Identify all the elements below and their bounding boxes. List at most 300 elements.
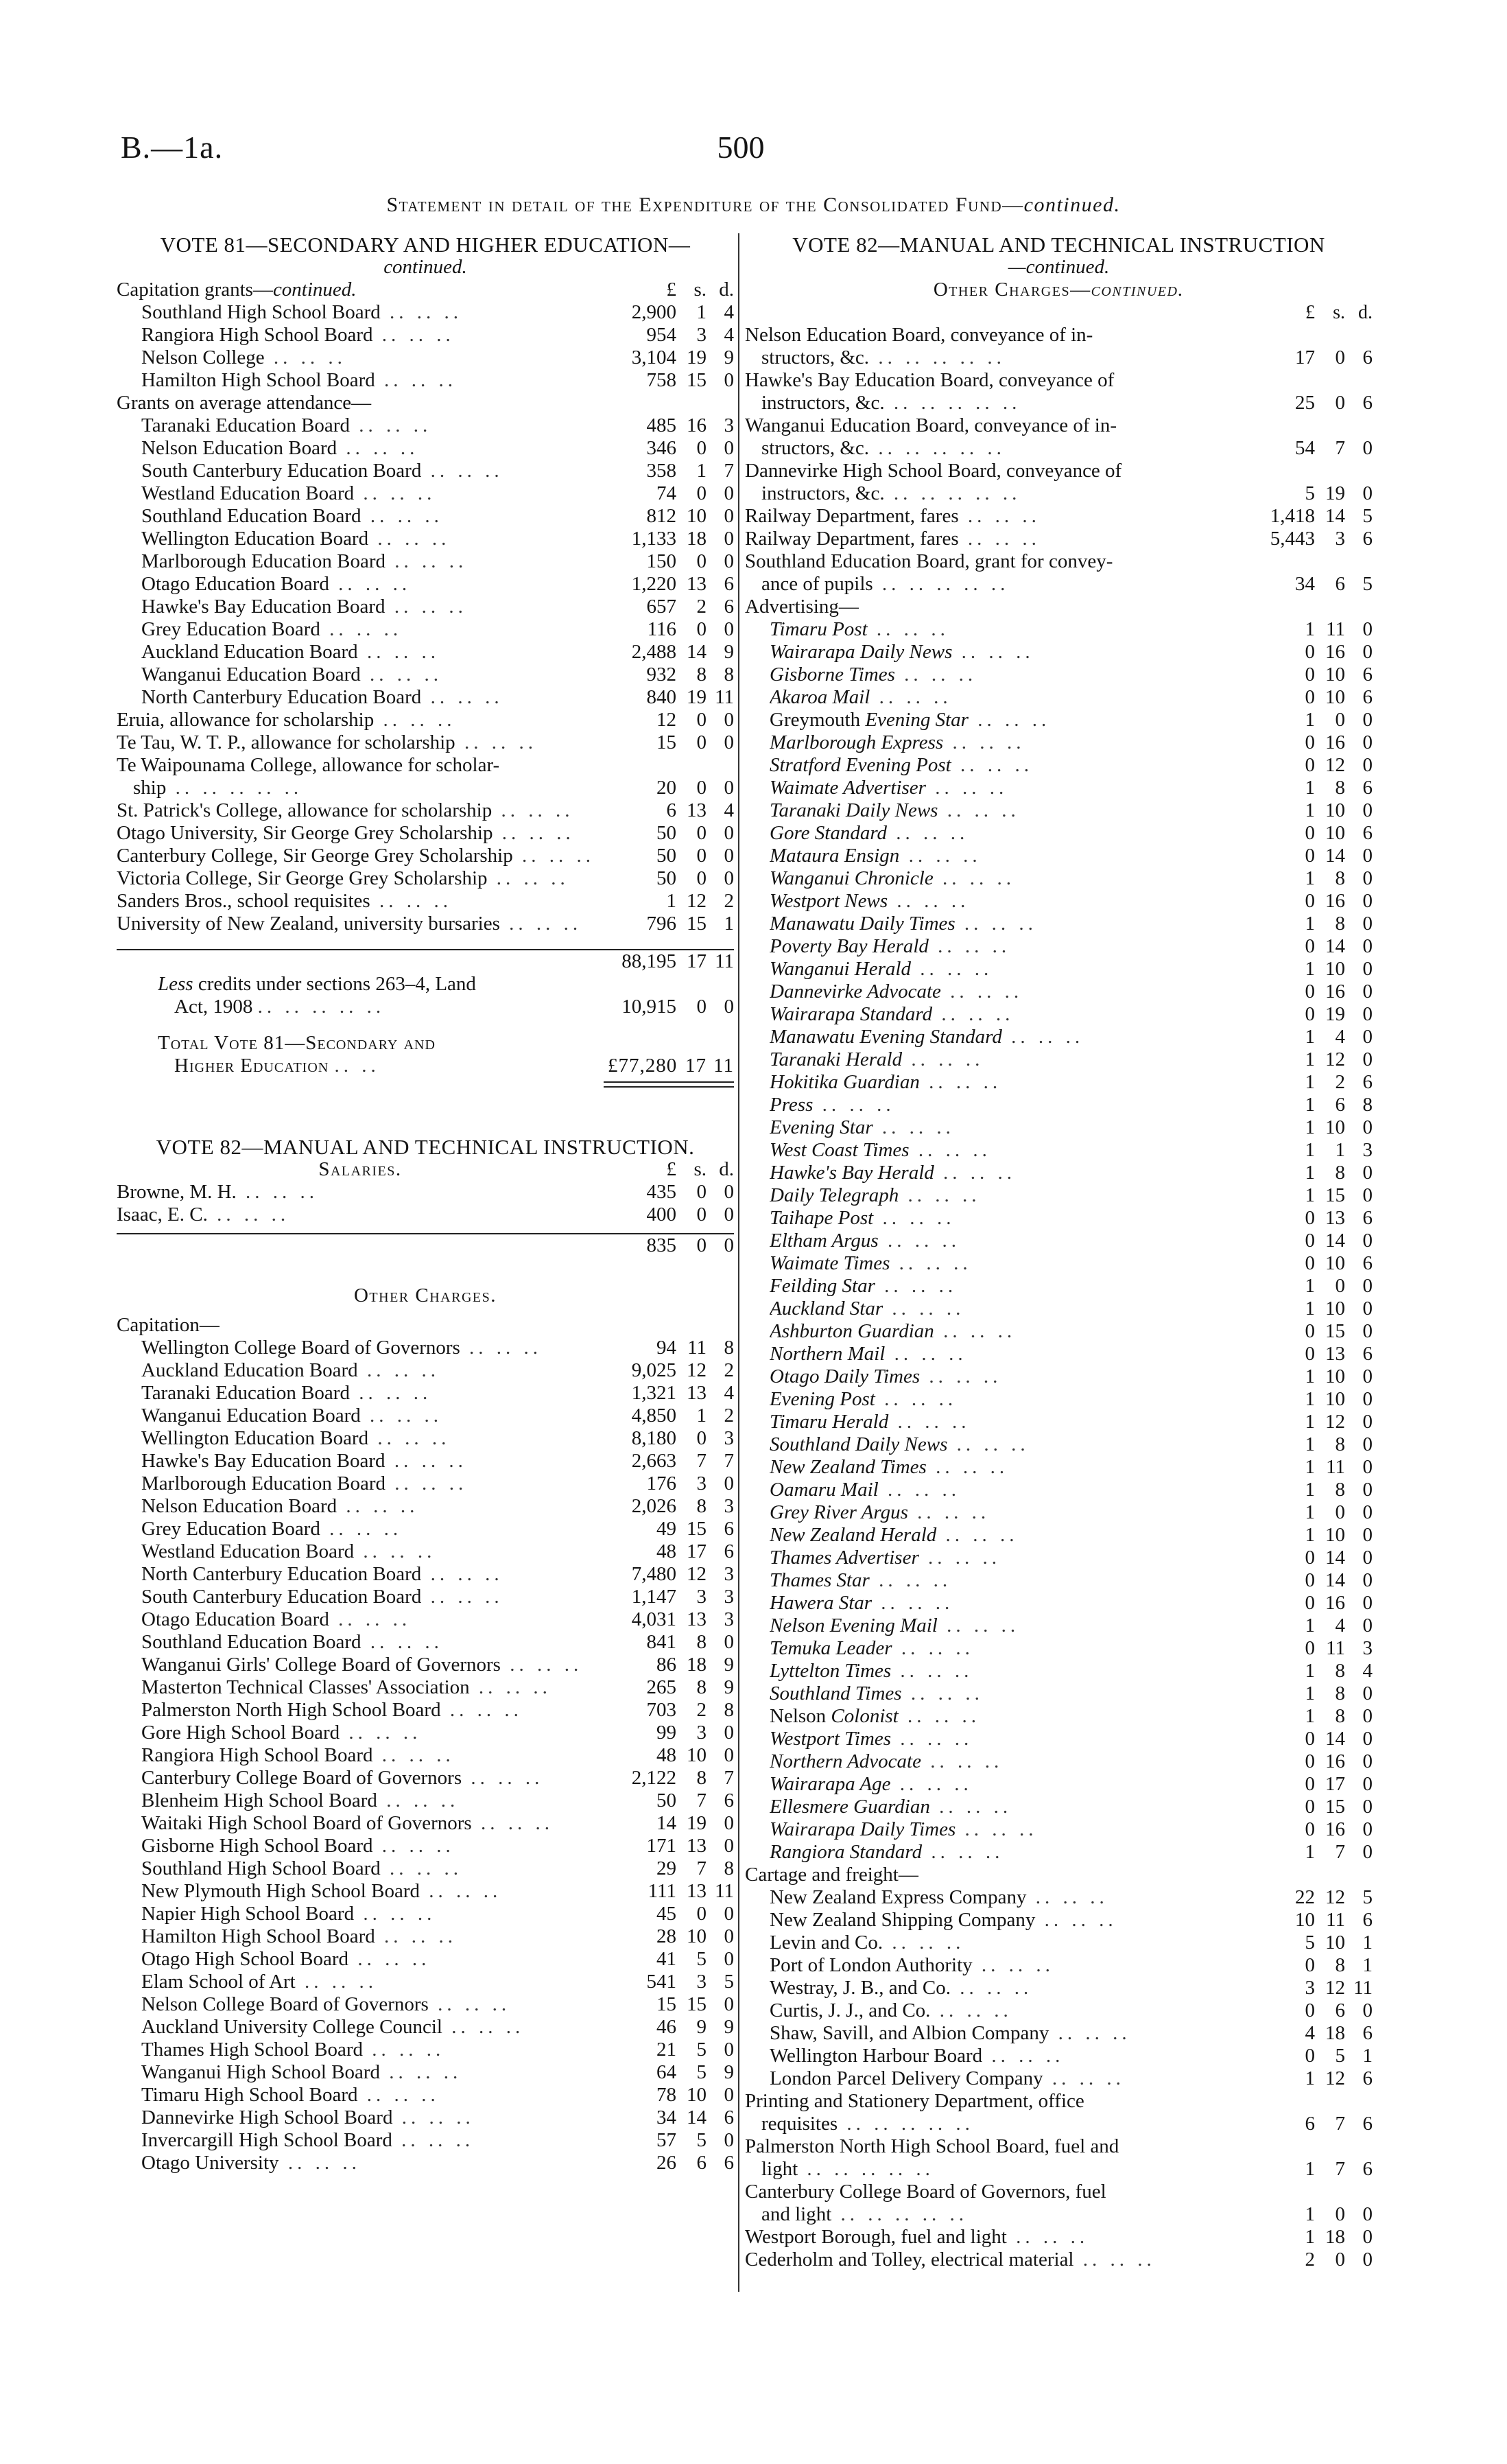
conveyance-list-row <box>745 369 1373 392</box>
shillings-value: 0 <box>696 777 707 799</box>
pounds-value: 265 <box>646 1676 676 1698</box>
parliamentary-paper-reference: B.—1a. <box>121 130 224 165</box>
capitation-grants-label: Capitation grants— <box>117 279 273 301</box>
capitation-list-row: Nelson College Board of Governors .. .. .. 15 15 0 <box>141 1993 734 2015</box>
shillings-value: 5 <box>696 2129 707 2151</box>
amount <box>1242 1139 1373 1162</box>
advertising-list-row: Hawera Star .. .. .. 0 16 0 <box>770 1592 1373 1614</box>
item-name: Wellington Education Board <box>141 1427 369 1449</box>
pounds-value: 1 <box>1305 1411 1315 1433</box>
amount <box>1242 1569 1373 1592</box>
advertising-list-row: Manawatu Daily Times .. .. .. 1 8 0 <box>770 913 1373 935</box>
shillings-value: 14 <box>1325 1230 1345 1252</box>
pence-value: 0 <box>1362 913 1373 935</box>
pounds-value: 0 <box>1305 664 1315 685</box>
amount <box>1242 822 1373 845</box>
shillings-value: 0 <box>1335 347 1345 368</box>
advertising-list-row: Taranaki Daily News .. .. .. 1 10 0 <box>770 799 1373 821</box>
item-name: Napier High School Board <box>141 1903 355 1925</box>
pence-value: 6 <box>1362 1252 1373 1274</box>
capitation-list-row: Wellington Education Board .. .. .. 8,180 0 3 <box>141 1427 734 1449</box>
pounds-value: 0 <box>1305 1818 1315 1840</box>
item-name: Otago University <box>141 2152 279 2174</box>
pounds-value: 1 <box>1305 1660 1315 1682</box>
attendance-grants-list <box>117 414 734 709</box>
advertising-list-row: Temuka Leader .. .. .. 0 11 3 <box>770 1637 1373 1659</box>
pounds-value: 0 <box>1305 1569 1315 1591</box>
shillings-value: 0 <box>696 731 707 753</box>
amount <box>604 2084 734 2107</box>
shillings-value: 13 <box>1325 1343 1345 1365</box>
pounds-value: 400 <box>646 1204 676 1225</box>
amount <box>604 2129 734 2152</box>
item-name: Hokitika Guardian <box>770 1071 920 1093</box>
item-name: New Zealand Herald <box>770 1524 937 1546</box>
capitation-list-row: North Canterbury Education Board .. .. .. 7,480 12 3 <box>141 1563 734 1585</box>
amount <box>1242 392 1373 414</box>
pence-value: 6 <box>1362 1343 1373 1365</box>
amount <box>604 686 734 709</box>
shillings-value: 19 <box>687 1812 707 1834</box>
shillings-value: 11 <box>1326 1456 1345 1478</box>
conveyance-list-row <box>745 324 1373 347</box>
shillings-value: 3 <box>696 1586 707 1608</box>
pounds-value: 50 <box>656 822 676 844</box>
amount <box>1242 1116 1373 1139</box>
amount <box>604 1903 734 1925</box>
shillings-value: 16 <box>1325 731 1345 753</box>
attendance-grants-list-row: Nelson Education Board .. .. .. 346 0 0 <box>141 437 734 459</box>
amount <box>1242 437 1373 460</box>
pounds-value: 1 <box>1305 1456 1315 1478</box>
shillings-value: 0 <box>696 618 707 640</box>
amount <box>604 2152 734 2174</box>
item-name: Hawke's Bay Herald <box>770 1162 934 1184</box>
pounds-value: 1 <box>1305 1841 1315 1863</box>
amount <box>1242 1524 1373 1547</box>
amount <box>1242 1094 1373 1116</box>
pence-value: 0 <box>1362 709 1373 731</box>
shillings-value: 0 <box>1335 2249 1345 2271</box>
pence-value: 0 <box>724 1204 734 1225</box>
conveyance-list-row-cont: instructors, &c. .. .. .. .. .. 25 0 6 <box>745 392 1373 414</box>
amount <box>604 1722 734 1744</box>
amount <box>1242 1184 1373 1207</box>
shillings-value: 2 <box>696 596 707 618</box>
pounds-value: 0 <box>1305 1003 1315 1025</box>
amount <box>604 2016 734 2039</box>
amount <box>604 1744 734 1767</box>
shillings-value: 12 <box>1325 1048 1345 1070</box>
item-name: Victoria College, Sir George Grey Scholarship <box>117 867 488 889</box>
shillings-value: 12 <box>687 890 707 912</box>
scholarships-list-row: Victoria College, Sir George Grey Scholarship .. .. .. 50 0 0 <box>117 867 734 889</box>
item-name: Palmerston North High School Board, fuel and <box>745 2135 1119 2157</box>
item-name: Nelson Education Board, conveyance of in- <box>745 324 1093 346</box>
pence-value: 0 <box>724 1948 734 1970</box>
pence-value: 7 <box>724 460 734 482</box>
advertising-list-row: Thames Advertiser .. .. .. 0 14 0 <box>770 1547 1373 1569</box>
shillings-value: 10 <box>1325 822 1345 844</box>
capitation-list-row: Invercargill High School Board .. .. .. 57 5 0 <box>141 2129 734 2151</box>
railway-list-row: Railway Department, fares .. .. .. 5,443 3 6 <box>745 528 1373 550</box>
item-name: Hawera Star <box>770 1592 873 1614</box>
shillings-value: 2 <box>696 1699 707 1721</box>
final-charges-list-row <box>745 2181 1373 2203</box>
cartage-list-row: London Parcel Delivery Company .. .. .. 1 12 6 <box>770 2067 1373 2089</box>
amount <box>1242 482 1373 505</box>
pence-value: 0 <box>724 709 734 731</box>
amount <box>604 1857 734 1880</box>
pence-value: 7 <box>724 1767 734 1789</box>
capitation-list <box>117 1337 734 2174</box>
attendance-grants-list-row: Auckland Education Board .. .. .. 2,488 14 9 <box>141 641 734 663</box>
shillings-value: 0 <box>1335 1501 1345 1523</box>
pence-value: 3 <box>724 1563 734 1585</box>
shillings-value: 8 <box>1335 1479 1345 1501</box>
southland-grant-row-cont: ance of pupils .. .. .. .. .. 34 6 5 <box>745 573 1373 596</box>
shillings-value: 0 <box>696 1903 707 1925</box>
pounds-value: 34 <box>656 2107 676 2128</box>
pounds-value: 1 <box>1305 913 1315 935</box>
amount <box>1242 618 1373 641</box>
amount <box>1242 981 1373 1003</box>
pence-value: 3 <box>724 414 734 436</box>
pounds-value: 0 <box>1305 890 1315 912</box>
shillings-value: 10 <box>1325 1524 1345 1546</box>
shillings-value: 8 <box>1335 1433 1345 1455</box>
amount <box>604 618 734 641</box>
shillings-value: 8 <box>1335 777 1345 799</box>
pence-value: 0 <box>724 1181 734 1203</box>
advertising-list-row: Press .. .. .. 1 6 8 <box>770 1094 1373 1116</box>
shillings-value: 13 <box>687 799 707 821</box>
pence-value: 1 <box>1362 1954 1373 1976</box>
item-name: Port of London Authority <box>770 1954 973 1976</box>
item-name: Southland High School Board <box>141 301 381 323</box>
item-name-cont: light <box>761 2158 798 2180</box>
advertising-list-row: Southland Times .. .. .. 1 8 0 <box>770 1682 1373 1704</box>
advertising-list-row: Wanganui Chronicle .. .. .. 1 8 0 <box>770 867 1373 889</box>
shillings-value: 0 <box>696 550 707 572</box>
currency-units-header: £ s. d. <box>666 279 734 301</box>
item-name: Eltham Argus <box>770 1230 879 1252</box>
item-name: Wanganui Education Board, conveyance of in- <box>745 414 1117 436</box>
shillings-value: 0 <box>696 1204 707 1225</box>
amount <box>604 347 734 369</box>
pounds-value: 49 <box>656 1518 676 1540</box>
shillings-value: 12 <box>1325 2067 1345 2089</box>
pence-value: 0 <box>1362 1796 1373 1818</box>
shillings-value: 5 <box>696 2039 707 2061</box>
item-name: Levin and Co. <box>770 1932 883 1953</box>
capitation-list-row: Gore High School Board .. .. .. 99 3 0 <box>141 1722 734 1744</box>
amount <box>604 1382 734 1405</box>
advertising-list-row: Nelson Evening Mail .. .. .. 1 4 0 <box>770 1615 1373 1636</box>
shillings-value: 8 <box>1335 1954 1345 1976</box>
pounds-value: 5,443 <box>1270 528 1315 550</box>
pence-value: 0 <box>1362 2203 1373 2225</box>
pounds-value: 3 <box>1305 1977 1315 1999</box>
pounds-value: 0 <box>1305 845 1315 867</box>
pence-value: 6 <box>1362 528 1373 550</box>
amount <box>1242 1592 1373 1615</box>
amount <box>604 596 734 618</box>
pounds-value: 116 <box>647 618 676 640</box>
item-name: Waimate Advertiser <box>770 777 926 799</box>
pence-value: 0 <box>724 1744 734 1766</box>
pence-value: 0 <box>724 618 734 640</box>
double-rule <box>604 1081 734 1088</box>
pence-value: 6 <box>724 596 734 618</box>
attendance-grants-list-row: North Canterbury Education Board .. .. .. 840 19 11 <box>141 686 734 708</box>
capitation-list-row: Hawke's Bay Education Board .. .. .. 2,663 7 7 <box>141 1450 734 1472</box>
scholarships-list-row: Sanders Bros., school requisites .. .. .. 1 12 2 <box>117 890 734 912</box>
item-name: West Coast Times <box>770 1139 910 1161</box>
pounds-value: 1 <box>1305 1048 1315 1070</box>
item-name-cont: structors, &c. <box>761 437 870 459</box>
scholarships-list-row <box>117 754 734 777</box>
amount <box>1242 1932 1373 1954</box>
other-charges-heading-continued: Other Charges—continued. <box>933 279 1185 301</box>
amount <box>1242 1615 1373 1637</box>
item-name: Railway Department, fares <box>745 505 959 527</box>
amount <box>604 1518 734 1540</box>
capitation-list-row: Blenheim High School Board .. .. .. 50 7 6 <box>141 1790 734 1811</box>
pence-value: 6 <box>1362 1207 1373 1229</box>
shillings-value: 8 <box>1335 1705 1345 1727</box>
pence-value: 4 <box>724 324 734 346</box>
pence-value: 0 <box>724 2039 734 2061</box>
pounds-value: 74 <box>656 482 676 504</box>
item-name-italic: Evening Star <box>865 709 969 731</box>
pence-value: 5 <box>724 1971 734 1993</box>
advertising-label: Advertising— <box>745 596 859 618</box>
pounds-value: 12 <box>656 709 676 731</box>
item-name: Otago High School Board <box>141 1948 349 1970</box>
pence-value: 7 <box>724 1450 734 1472</box>
item-name: Otago Education Board <box>141 1608 329 1630</box>
capitation-list-row: Otago Education Board .. .. .. 4,031 13 3 <box>141 1608 734 1630</box>
shillings-value: 7 <box>1335 1841 1345 1863</box>
item-name: Westport Times <box>770 1728 891 1750</box>
pence-value: 4 <box>724 1382 734 1404</box>
item-name-cont: and light <box>761 2203 832 2225</box>
amount <box>604 301 734 324</box>
shillings-value: 0 <box>696 822 707 844</box>
item-name: Grey Education Board <box>141 1518 320 1540</box>
capitation-list-row: Timaru High School Board .. .. .. 78 10 0 <box>141 2084 734 2106</box>
cartage-list-row: Curtis, J. J., and Co. .. .. .. 0 6 0 <box>770 1999 1373 2021</box>
pence-value: 0 <box>1362 1184 1373 1206</box>
pounds-value: 5 <box>1305 1932 1315 1953</box>
pounds-value: 1 <box>1305 1071 1315 1093</box>
amount <box>604 1835 734 1857</box>
amount <box>604 1427 734 1450</box>
amount <box>604 482 734 505</box>
item-name: Oamaru Mail <box>770 1479 879 1501</box>
advertising-list-row: Oamaru Mail .. .. .. 1 8 0 <box>770 1479 1373 1501</box>
shillings-value: 1 <box>696 1405 707 1427</box>
pence-value: 0 <box>724 777 734 799</box>
shillings-value: 8 <box>1335 913 1345 935</box>
amount <box>604 1181 734 1204</box>
pounds-value: 1,147 <box>631 1586 676 1608</box>
pounds-value: 0 <box>1305 1207 1315 1229</box>
item-name: Hawke's Bay Education Board <box>141 596 385 618</box>
shillings-value: 0 <box>696 1181 707 1203</box>
pounds-value: 0 <box>1305 1320 1315 1342</box>
capitation-list-row: Dannevirke High School Board .. .. .. 34 14 6 <box>141 2107 734 2128</box>
scholarships-list-row: St. Patrick's College, allowance for scholarship .. .. .. 6 13 4 <box>117 799 734 821</box>
item-name: Nelson College Board of Governors <box>141 1993 429 2015</box>
advertising-list-row: Wairarapa Daily Times .. .. .. 0 16 0 <box>770 1818 1373 1840</box>
advertising-list-row: Gisborne Times .. .. .. 0 10 6 <box>770 664 1373 685</box>
pence-value: 0 <box>724 482 734 504</box>
amount <box>604 1405 734 1427</box>
item-name: Auckland Education Board <box>141 1359 358 1381</box>
shillings-value: 6 <box>1335 1094 1345 1116</box>
amount <box>604 913 734 935</box>
pence-value: 8 <box>724 1699 734 1721</box>
shillings-value: 3 <box>696 1472 707 1494</box>
shillings-value: 0 <box>696 482 707 504</box>
shillings-value: 13 <box>1325 1207 1345 1229</box>
shillings-value: 6 <box>696 2152 707 2174</box>
capitation-list-row: Wanganui Education Board .. .. .. 4,850 1 2 <box>141 1405 734 1427</box>
item-name: Manawatu Evening Standard <box>770 1026 1002 1048</box>
amount <box>604 1790 734 1812</box>
vote-81-continued: continued. <box>383 256 467 278</box>
pence-value: 0 <box>724 2084 734 2106</box>
pounds-value: 7,480 <box>631 1563 676 1585</box>
pounds-value: 0 <box>1305 1999 1315 2021</box>
advertising-list-row: Northern Advocate .. .. .. 0 16 0 <box>770 1750 1373 1772</box>
advertising-list-row: Waimate Times .. .. .. 0 10 6 <box>770 1252 1373 1274</box>
item-name-italic: Colonist <box>831 1705 899 1727</box>
advertising-list-row: Daily Telegraph .. .. .. 1 15 0 <box>770 1184 1373 1206</box>
capitation-list-row: Grey Education Board .. .. .. 49 15 6 <box>141 1518 734 1540</box>
pounds-value: 541 <box>646 1971 676 1993</box>
pence-value: 6 <box>1362 1909 1373 1931</box>
item-name: Grey River Argus <box>770 1501 908 1523</box>
item-name: Nelson College <box>141 347 265 368</box>
pounds-value: 1 <box>1305 2203 1315 2225</box>
pounds-value: 758 <box>646 369 676 391</box>
item-name: Otago Daily Times <box>770 1365 921 1387</box>
item-name: St. Patrick's College, allowance for scholarship <box>117 799 493 821</box>
pence-value: 0 <box>724 2129 734 2151</box>
amount <box>604 505 734 528</box>
shillings-value: 11 <box>1326 618 1345 640</box>
pounds-value: 0 <box>1305 1954 1315 1976</box>
pence-value: 0 <box>1362 981 1373 1002</box>
cartage-label: Cartage and freight— <box>745 1864 918 1886</box>
shillings-value: 8 <box>696 664 707 685</box>
item-name: Taranaki Herald <box>770 1048 903 1070</box>
item-name: New Zealand Shipping Company <box>770 1909 1036 1931</box>
pounds-value: 0 <box>1305 1773 1315 1795</box>
capitation-list-row: Auckland University College Council .. .. .. 46 9 9 <box>141 2016 734 2038</box>
amount <box>1242 890 1373 913</box>
pounds-value: 22 <box>1295 1886 1315 1908</box>
pence-value: 0 <box>724 1722 734 1744</box>
statement-title-continued: continued. <box>1023 193 1121 216</box>
amount <box>604 1586 734 1608</box>
pounds-value: 20 <box>656 777 676 799</box>
item-name: Taranaki Education Board <box>141 1382 350 1404</box>
amount <box>1242 1705 1373 1728</box>
pence-value: 0 <box>1362 618 1373 640</box>
amount <box>604 1540 734 1563</box>
pounds-value: 1 <box>1305 1615 1315 1636</box>
capitation-list-row: Palmerston North High School Board .. .. .. 703 2 8 <box>141 1699 734 1721</box>
pounds-value: 0 <box>1305 981 1315 1002</box>
item-name: Dannevirke Advocate <box>770 981 941 1002</box>
pence-value: 0 <box>1362 437 1373 459</box>
pounds-value: 111 <box>648 1880 676 1902</box>
item-name-cont: ance of pupils <box>761 573 873 595</box>
vote-82-heading-continued: VOTE 82—MANUAL AND TECHNICAL INSTRUCTION <box>792 233 1325 257</box>
attendance-grants-list-row: South Canterbury Education Board .. .. .. 358 1 7 <box>141 460 734 482</box>
capitation-list-row: Otago University .. .. .. 26 6 6 <box>141 2152 734 2174</box>
item-name: Palmerston North High School Board <box>141 1699 441 1721</box>
pounds-value: 50 <box>656 1790 676 1811</box>
shillings-value: 0 <box>1335 2203 1345 2225</box>
amount <box>1242 1637 1373 1660</box>
item-name: University of New Zealand, university bursaries <box>117 913 500 935</box>
pounds-value: 8,180 <box>631 1427 676 1449</box>
pence-value: 0 <box>1362 1547 1373 1569</box>
advertising-list-row: Westport News .. .. .. 0 16 0 <box>770 890 1373 912</box>
shillings-value: 7 <box>1335 437 1345 459</box>
scholarships-list-row-cont: ship .. .. .. .. .. 20 0 0 <box>117 777 734 799</box>
pounds-value: 1 <box>1305 1682 1315 1704</box>
amount <box>1242 2067 1373 2090</box>
final-charges-list-row-cont: requisites .. .. .. .. .. 6 7 6 <box>745 2113 1373 2135</box>
pence-value: 0 <box>1362 1298 1373 1319</box>
pence-value: 0 <box>724 1903 734 1925</box>
item-name: Northern Mail <box>770 1343 886 1365</box>
shillings-value: 6 <box>1335 573 1345 595</box>
shillings-value: 3 <box>1335 528 1345 550</box>
item-name: Printing and Stationery Department, office <box>745 2090 1084 2112</box>
item-name: Marlborough Education Board <box>141 1472 385 1494</box>
shillings-value: 8 <box>696 1631 707 1653</box>
item-name: Grey Education Board <box>141 618 320 640</box>
pounds-value: 0 <box>1305 1637 1315 1659</box>
item-name: Canterbury College Board of Governors, fuel <box>745 2181 1106 2203</box>
item-name: Curtis, J. J., and Co. <box>770 1999 931 2021</box>
right-column <box>745 233 1373 2271</box>
pence-value: 9 <box>724 641 734 663</box>
less-credits-row-2: Act, 1908 .. .. .. .. .. 10,915 0 0 <box>174 996 734 1018</box>
amount <box>1242 777 1373 799</box>
amount <box>604 414 734 437</box>
item-name: Eruia, allowance for scholarship <box>117 709 375 731</box>
vote-81-heading: VOTE 81—SECONDARY AND HIGHER EDUCATION— <box>160 233 691 257</box>
capitation-list-row: Otago High School Board .. .. .. 41 5 0 <box>141 1948 734 1970</box>
pounds-value: 2,026 <box>631 1495 676 1517</box>
item-name: Feilding Star <box>770 1275 875 1297</box>
shillings-value: 8 <box>1335 1682 1345 1704</box>
shillings-value: 19 <box>1325 482 1345 504</box>
pence-value: 9 <box>724 1676 734 1698</box>
shillings-value: 18 <box>1325 2022 1345 2044</box>
pounds-value: 1 <box>666 890 676 912</box>
advertising-list-row: Wairarapa Daily News .. .. .. 0 16 0 <box>770 641 1373 663</box>
pounds-value: 1 <box>1305 1705 1315 1727</box>
